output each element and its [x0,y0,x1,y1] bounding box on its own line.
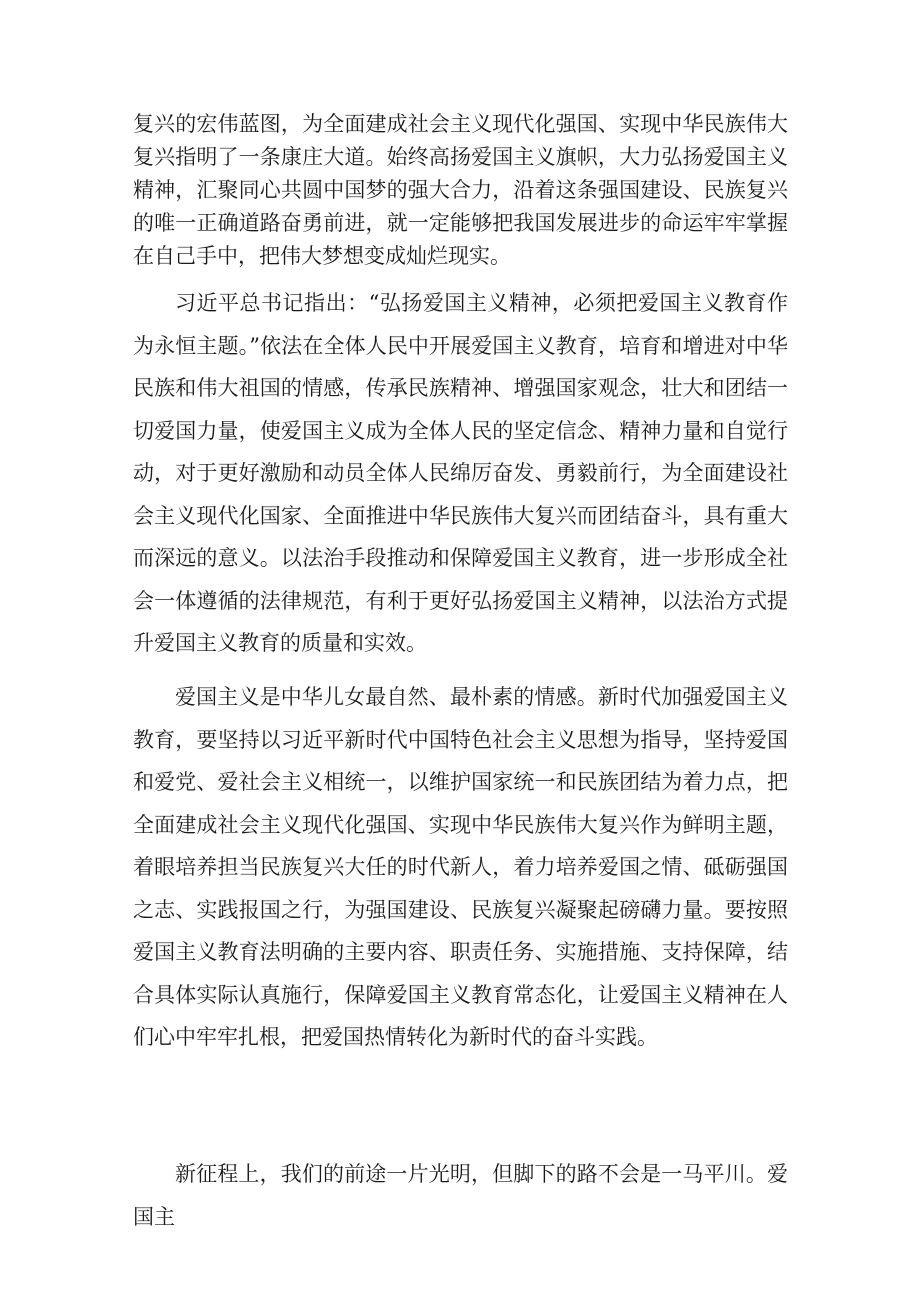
paragraph-4: 新征程上，我们的前途一片光明，但脚下的路不会是一马平川。爱国主 [133,1162,788,1229]
paragraph-3: 爱国主义是中华儿女最自然、最朴素的情感。新时代加强爱国主义教育，要坚持以习近平新时代中国特色社会主义思想为指导，坚持爱国和爱党、爱社会主义相统一，以维护国家统一和民族团结为着力点，把全面建成社会主义现代化强国、实现中华民族伟大复兴作为鲜明主题，着眼培养担当民族复兴大任的时代新人，着力培养爱国之情、砥砺强国之志、实践报国之行，为强国建设、民族复兴凝聚起磅礴力量。要按照爱国主义教育法明确的主要内容、职责任务、实施措施、支持保障，结合具体实际认真施行，保障爱国主义教育常态化，让爱国主义精神在人们心中牢牢扎根，把爱国热情转化为新时代的奋斗实践。 [133,685,788,1049]
paragraph-2: 习近平总书记指出：“弘扬爱国主义精神，必须把爱国主义教育作为永恒主题。”依法在全体人民中开展爱国主义教育，培育和增进对中华民族和伟大祖国的情感，传承民族精神、增强国家观念，壮大和团结一切爱国力量，使爱国主义成为全体人民的坚定信念、精神力量和自觉行动，对于更好激励和动员全体人民绵厉奋发、勇毅前行，为全面建设社会主义现代化国家、全面推进中华民族伟大复兴而团结奋斗，具有重大而深远的意义。以法治手段推动和保障爱国主义教育，进一步形成全社会一体遵循的法律规范，有利于更好弘扬爱国主义精神，以法治方式提升爱国主义教育的质量和实效。 [133,291,788,655]
paragraph-1: 复兴的宏伟蓝图，为全面建成社会主义现代化强国、实现中华民族伟大复兴指明了一条康庄大道。始终高扬爱国主义旗帜，大力弘扬爱国主义精神，汇聚同心共圆中国梦的强大合力，沿着这条强国建设、民族复兴的唯一正确道路奋勇前进，就一定能够把我国发展进步的命运牢牢掌握在自己手中，把伟大梦想变成灿烂现实。 [133,112,788,268]
